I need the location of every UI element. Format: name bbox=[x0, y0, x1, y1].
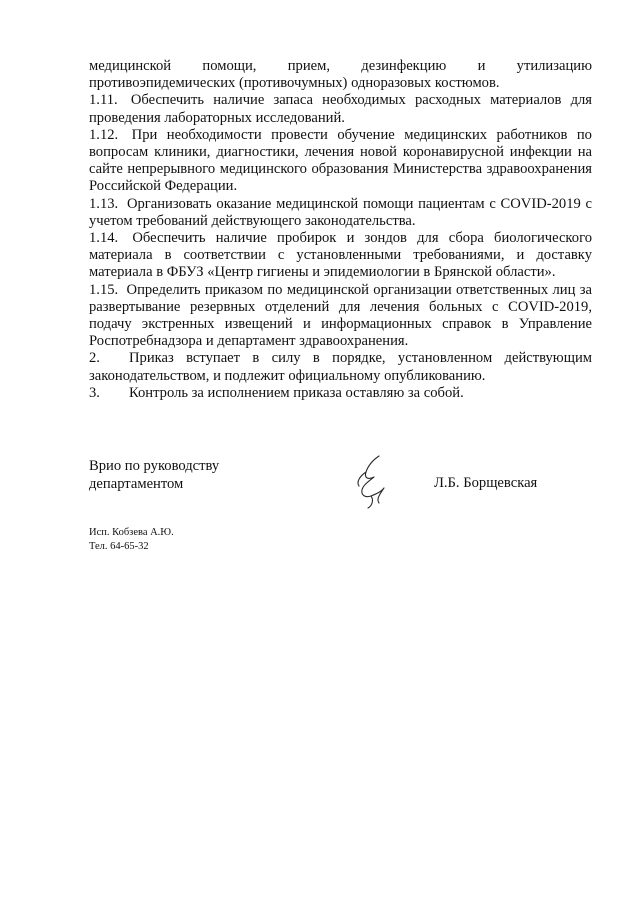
paragraph-1-14 bbox=[89, 230, 592, 282]
paragraph-text: При необходимости провести обучение медицинских работников по вопросам клиники, диагностики, лечения новой коронавирусной инфекции на сайте непрерывного медицинского образования Министерства здравоохранения Российской Федерации. bbox=[89, 126, 592, 195]
paragraph-text: Контроль за исполнением приказа оставляю за собой. bbox=[129, 384, 464, 401]
signatory-title-line2: департаментом bbox=[89, 475, 184, 492]
paragraph-2 bbox=[89, 350, 592, 384]
executor-note bbox=[89, 526, 174, 553]
paragraph-1-12 bbox=[89, 127, 592, 196]
paragraph-number: 1.15. bbox=[89, 281, 119, 298]
paragraph-3 bbox=[89, 385, 592, 402]
paragraph-1-15 bbox=[89, 282, 592, 351]
paragraph-number: 2. bbox=[89, 350, 100, 367]
paragraph-1-13 bbox=[89, 196, 592, 230]
signatory-name: Л.Б. Борщевская bbox=[434, 475, 538, 491]
signatory-title-line1: Врио по руководству bbox=[89, 458, 220, 474]
paragraph-number: 3. bbox=[89, 384, 100, 401]
document-body bbox=[89, 58, 592, 402]
signatory-title bbox=[89, 458, 219, 493]
signature-block bbox=[89, 458, 592, 518]
paragraph-number: 1.12. bbox=[89, 126, 119, 143]
paragraph-number: 1.13. bbox=[89, 195, 119, 212]
paragraph-number: 1.11. bbox=[89, 92, 118, 109]
paragraph-1-10-continuation bbox=[89, 58, 592, 92]
paragraph-number: 1.14. bbox=[89, 230, 119, 247]
paragraph-text: Определить приказом по медицинской организации ответственных лиц за развертывание резервных отделений для лечения больных с COVID-2019, подачу экстренных извещений и информационных справок в Управление Роспотребнадзора и департамент здравоохранения. bbox=[89, 281, 592, 350]
handwritten-signature bbox=[346, 452, 402, 510]
paragraph-1-11 bbox=[89, 92, 592, 126]
paragraph-text: Приказ вступает в силу в порядке, установленном действующим законодательством, и подлежит официальному опубликованию. bbox=[89, 350, 592, 384]
paragraph-text: Организовать оказание медицинской помощи пациентам с COVID-2019 с учетом требований действующего законодательства. bbox=[89, 195, 593, 229]
paragraph-text: Обеспечить наличие пробирок и зондов для сбора биологического материала в соответствии с установленными требованиями, и доставку материала в ФБУЗ «Центр гигиены и эпидемиологии в Брянской области». bbox=[89, 230, 592, 281]
paragraph-text: медицинской помощи, прием, дезинфекцию и утилизацию противоэпидемических (противочумных) одноразовых костюмов. bbox=[89, 58, 592, 92]
executor-phone: Тел. 64-65-32 bbox=[89, 540, 149, 552]
executor-name: Исп. Кобзева А.Ю. bbox=[89, 527, 174, 538]
paragraph-text: Обеспечить наличие запаса необходимых расходных материалов для проведения лабораторных исследований. bbox=[89, 92, 592, 126]
